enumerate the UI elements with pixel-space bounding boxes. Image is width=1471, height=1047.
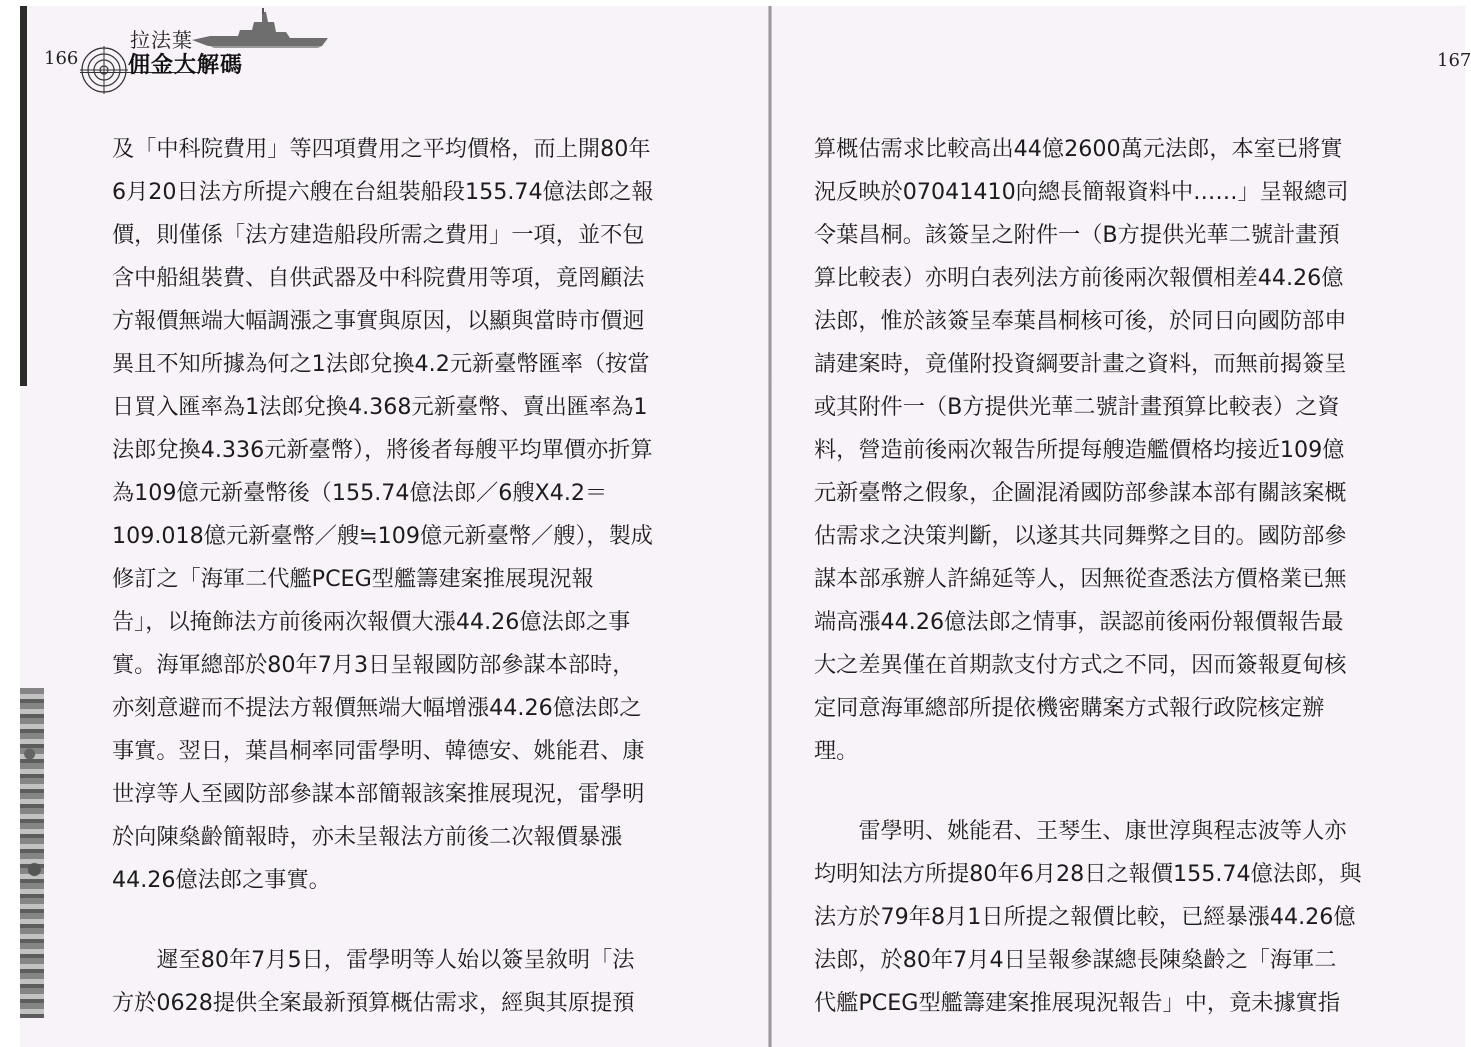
text-line: 為109億元新臺幣後（155.74億法郎／6艘X4.2＝ <box>112 480 608 506</box>
text-line: 方於0628提供全案最新預算概估需求，經與其原提預 <box>112 990 635 1016</box>
right-paragraph-2 <box>814 810 1362 1025</box>
text-line: 實。海軍總部於80年7月3日呈報國防部參謀本部時， <box>112 652 635 678</box>
text-line: 修訂之「海軍二代艦PCEG型艦籌建案推展現況報 <box>112 566 594 592</box>
text-line: 況反映於07041410向總長簡報資料中……」呈報總司 <box>814 179 1349 205</box>
text-line: 含中船組裝費、自供武器及中科院費用等項，竟罔顧法 <box>112 265 645 291</box>
left-edge-photo-strip <box>20 688 44 1018</box>
text-line: 及「中科院費用」等四項費用之平均價格，而上開80年 <box>112 136 651 162</box>
text-line: 均明知法方所提80年6月28日之報價155.74億法郎，與 <box>814 861 1362 887</box>
left-paragraph-2 <box>112 939 634 1025</box>
brand-subtitle: 佣金大解碼 <box>128 53 244 78</box>
text-line: 事實。翌日，葉昌桐率同雷學明、韓德安、姚能君、康 <box>112 738 645 764</box>
text-line: 告」，以掩飾法方前後兩次報價大漲44.26億法郎之事 <box>112 609 631 635</box>
text-line: 估需求之決策判斷，以遂其共同舞弊之目的。國防部參 <box>814 523 1347 549</box>
text-line: 元新臺幣之假象，企圖混淆國防部參謀本部有關該案概 <box>814 480 1347 506</box>
right-paragraph-1 <box>814 128 1349 773</box>
text-line: 大之差異僅在首期款支付方式之不同，因而簽報夏甸核 <box>814 652 1347 678</box>
text-line: 異且不知所據為何之1法郎兌換4.2元新臺幣匯率（按當 <box>112 351 650 377</box>
book-gutter <box>768 6 772 1047</box>
brand-title: 拉法葉 <box>130 28 193 52</box>
text-line: 定同意海軍總部所提依機密購案方式報行政院核定辦 <box>814 695 1325 721</box>
warship-icon <box>190 8 330 50</box>
text-line: 請建案時，竟僅附投資綱要計畫之資料，而無前揭簽呈 <box>814 351 1347 377</box>
left-paragraph-1 <box>112 128 654 902</box>
text-line: 法郎，惟於該簽呈奉葉昌桐核可後，於同日向國防部申 <box>814 308 1347 334</box>
text-line: 令葉昌桐。該簽呈之附件一（B方提供光華二號計畫預 <box>814 222 1340 248</box>
text-line: 理。 <box>814 738 859 764</box>
right-page-number: 167 <box>1437 50 1471 71</box>
text-line: 算比較表）亦明白表列法方前後兩次報價相差44.26億 <box>814 265 1344 291</box>
text-line: 雷學明、姚能君、王琴生、康世淳與程志波等人亦 <box>814 818 1347 844</box>
text-line: 遲至80年7月5日，雷學明等人始以簽呈敘明「法 <box>112 947 635 973</box>
text-line: 或其附件一（B方提供光華二號計畫預算比較表）之資 <box>814 394 1340 420</box>
text-line: 44.26億法郎之事實。 <box>112 867 331 893</box>
text-line: 6月20日法方所提六艘在台組裝船段155.74億法郎之報 <box>112 179 654 205</box>
text-line: 日買入匯率為1法郎兌換4.368元新臺幣、賣出匯率為1 <box>112 394 648 420</box>
text-line: 法郎，於80年7月4日呈報參謀總長陳燊齡之「海軍二 <box>814 947 1337 973</box>
text-line: 法方於79年8月1日所提之報價比較，已經暴漲44.26億 <box>814 904 1356 930</box>
target-icon <box>80 46 128 94</box>
text-line: 109.018億元新臺幣／艘≒109億元新臺幣／艘），製成 <box>112 523 653 549</box>
text-line: 亦刻意避而不提法方報價無端大幅增漲44.26億法郎之 <box>112 695 642 721</box>
text-line: 方報價無端大幅調漲之事實與原因，以顯與當時市價迥 <box>112 308 645 334</box>
left-edge-bar <box>20 6 27 386</box>
text-line: 算概估需求比較高出44億2600萬元法郎，本室已將實 <box>814 136 1343 162</box>
text-line: 代艦PCEG型艦籌建案推展現況報告」中，竟未據實指 <box>814 990 1341 1016</box>
left-page-number: 166 <box>44 48 79 69</box>
text-line: 端高漲44.26億法郎之情事，誤認前後兩份報價報告最 <box>814 609 1344 635</box>
text-line: 料，營造前後兩次報告所提每艘造艦價格均接近109億 <box>814 437 1345 463</box>
text-line: 謀本部承辦人許綿延等人，因無從查悉法方價格業已無 <box>814 566 1347 592</box>
text-line: 於向陳燊齡簡報時，亦未呈報法方前後二次報價暴漲 <box>112 824 623 850</box>
text-line: 價，則僅係「法方建造船段所需之費用」一項，並不包 <box>112 222 645 248</box>
text-line: 世淳等人至國防部參謀本部簡報該案推展現況，雷學明 <box>112 781 645 807</box>
text-line: 法郎兌換4.336元新臺幣），將後者每艘平均單價亦折算 <box>112 437 653 463</box>
